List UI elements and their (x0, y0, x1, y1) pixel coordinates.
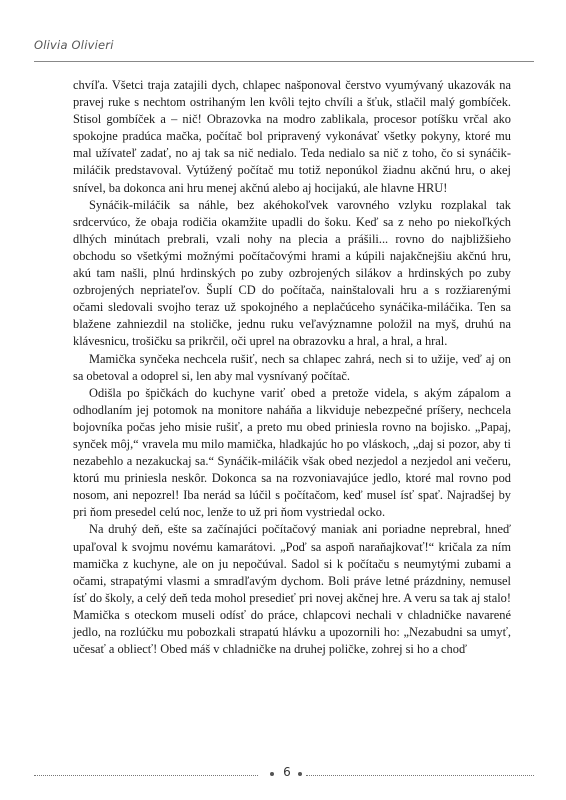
paragraph: Na druhý deň, ešte sa začínajúci počítačový maniak ani poriadne neprebral, hneď upaľoval k svojmu novému kamarátovi. „Poď sa aspoň naraňajkovať!“ kričala za ním mamička z kuchyne, ale on ju nepočúval. Sadol si k počítaču s neumytými zubami a očami, strapatými vlasmi a smradľavým dychom. Boli práve letné prázdniny, nemusel ísť do školy, a celý deň teda mohol presedieť pri novej akčnej hre. A veru sa tak aj stalo! Mamička s oteckom museli odísť do práce, chlapcovi nechali v chladničke navarené jedlo, na rozlúčku mu pobozkali strapatú hlávku a upozornili ho: „Nezabudni sa umyť, učesať a obliecť! Obed máš v chladničke na druhej poličke, zohrej si ho a choď (73, 522, 511, 657)
footer-rule-left (34, 775, 258, 776)
running-header-author: Olivia Olivieri (34, 38, 114, 52)
paragraph: Synáčik-miláčik sa náhle, bez akéhokoľvek varovného vzlyku rozplakal tak srdcervúco, že obaja rodičia okamžite upadli do šoku. Keď sa z neho po niekoľkých dlhých minútach prebrali, vzali nohy na plecia a prášili... rovno do najbližšieho obchodu so všetkými možnými počítačovými hrami a kúpili najakčnejšiu akčnú hru, akú tam našli, plnú hrdinských po zuby ozbrojených silákov a hrdinských po zuby ozbrojených nepriateľov. Šuplí CD do počítača, nainštalovali hru a s rozžiarenými očami sledovali svojho teraz už spokojného a neplačúceho synáčika-miláčika. Ten sa blažene zahniezdil na stoličke, jednu ruku veľavýznamne položil na myš, druhú na klávesnicu, trošičku sa prikrčil, oči uprel na obrazovku a hral, a hral, a hral. (73, 197, 511, 349)
page-number: 6 (283, 765, 291, 779)
page-footer (34, 765, 534, 782)
paragraph: chvíľa. Všetci traja zatajili dych, chlapec našponoval čerstvo vyumývaný ukazovák na pravej ruke s nechtom ostrihaným len kvôli tejto chvíli a šťuk, stlačil malý gombíček. Stisol gombíček a – nič! Obrazovka na modro zablikala, procesor potíšku vrčal ako spokojne pradúca mačka, počítač bol pripravený vykonávať všetky pokyny, ktoré mu mal užívateľ zadať, no aj tak sa nič nedialo. Teda nedialo sa nič z toho, čo si synáčik-miláčik predstavoval. Vytúžený počítač mu totiž neponúkol žiadnu akčnú hru, o akej snível, ba dokonca ani hru menej akčnú alebo aj hocijakú, ale hlavne HRU! (73, 78, 511, 195)
paragraph: Odišla po špičkách do kuchyne variť obed a pretože videla, s akým zápalom a odhodlaním jej potomok na monitore naháňa a likviduje nebezpečné príšery, nechcela bojovníka počas jeho misie rušiť, a preto mu obed priniesla rovno na bojisko. „Papaj, synček môj,“ vravela mu milo mamička, hladkajúc ho po vláskoch, „daj si pozor, aby ti nezabehlo a nezakuckaj sa.“ Synáčik-miláčik však obed nezjedol a nezjedol ani večeru, ktorú mu priniesla neskôr. Dokonca sa na rozvoniavajúce jedlo, ktoré mal rovno pod nosom, ani nepozrel! Iba nerád sa lúčil s počítačom, keď musel ísť spať. Najradšej by pri ňom presedel celú noc, lenže to už pri ňom vystriedal ocko. (73, 385, 511, 520)
body-text (73, 77, 511, 658)
header-rule (34, 61, 534, 62)
footer-bullet (298, 772, 302, 776)
paragraph: Mamička synčeka nechcela rušiť, nech sa chlapec zahrá, nech si to užije, veď aj on sa obetoval a odoprel si, len aby mal vysnívaný počítač. (73, 351, 511, 383)
footer-bullet (270, 772, 274, 776)
footer-rule-right (306, 775, 534, 776)
